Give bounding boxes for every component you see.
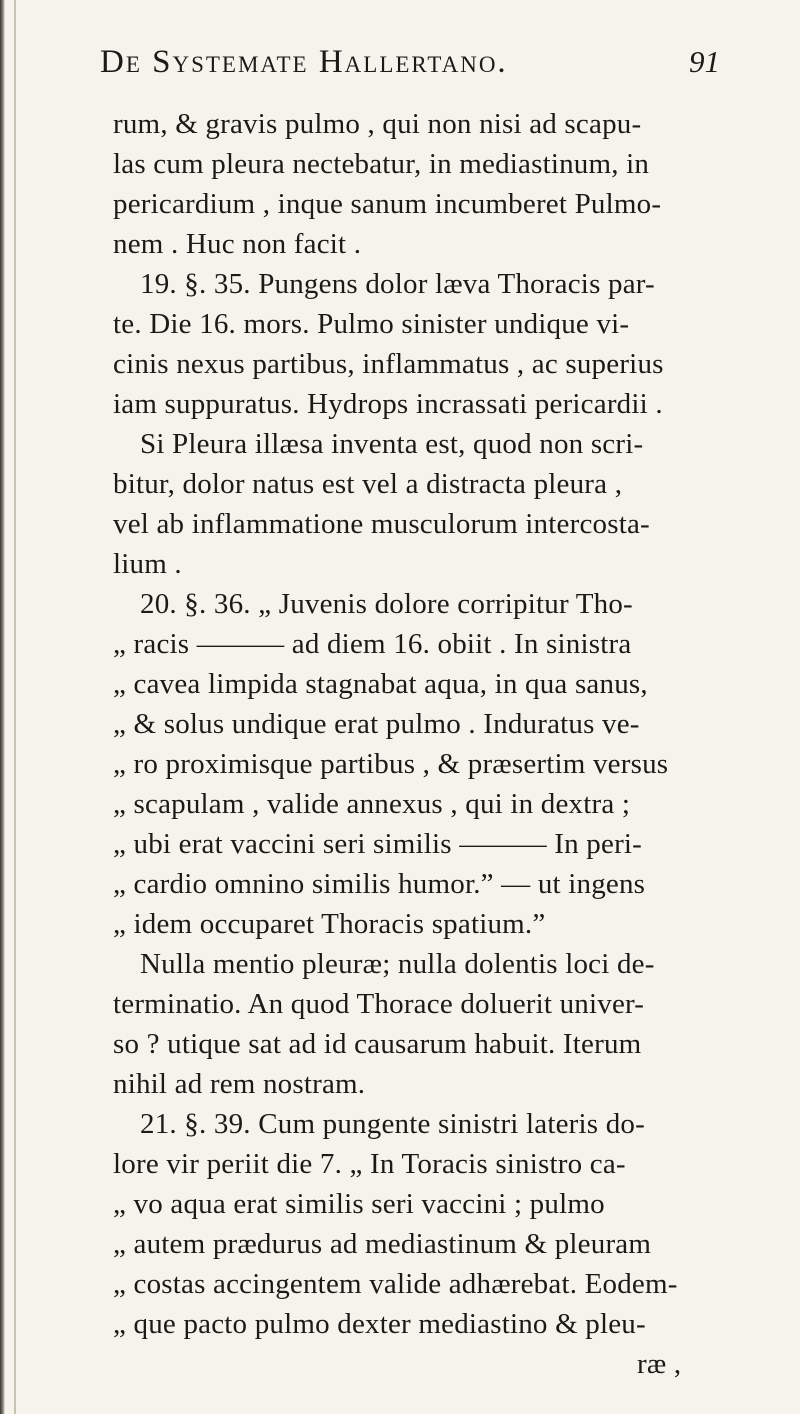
running-title: De Systemate Hallertano. <box>100 44 508 80</box>
text-line: „ ro proximisque partibus , & præsertim versus <box>113 748 669 780</box>
text-line: 21. §. 39. Cum pungente sinistri lateris do- <box>140 1108 645 1140</box>
text-line: las cum pleura nectebatur, in mediastinum, in <box>113 148 650 180</box>
text-line: 19. §. 35. Pungens dolor læva Thoracis par- <box>140 268 655 300</box>
text-line: lium . <box>113 548 182 580</box>
running-header <box>100 44 720 96</box>
page-edge <box>14 0 16 1414</box>
text-line: pericardium , inque sanum incumberet Pulmo- <box>113 188 662 220</box>
text-line: „ cavea limpida stagnabat aqua, in qua sanus, <box>113 668 648 700</box>
text-line: „ idem occuparet Thoracis spatium.” <box>113 908 546 940</box>
catchword: ræ , <box>637 1348 682 1380</box>
text-line: cinis nexus partibus, inflammatus , ac superius <box>113 348 664 380</box>
text-line: Si Pleura illæsa inventa est, quod non scri- <box>140 428 644 460</box>
text-line: lore vir periit die 7. „ In Toracis sinistro ca- <box>113 1148 626 1180</box>
text-line: „ scapulam , valide annexus , qui in dextra ; <box>113 788 631 820</box>
text-line: „ que pacto pulmo dexter mediastino & pleu- <box>113 1308 646 1340</box>
text-line: 20. §. 36. „ Juvenis dolore corripitur Tho- <box>140 588 633 620</box>
text-line: so ? utique sat ad id causarum habuit. Iterum <box>113 1028 642 1060</box>
text-line: iam suppuratus. Hydrops incrassati pericardii . <box>113 388 663 420</box>
text-line: nem . Huc non facit . <box>113 228 362 260</box>
page-number: 91 <box>689 44 720 79</box>
text-line: „ racis ——— ad diem 16. obiit . In sinistra <box>113 628 632 660</box>
text-line: terminatio. An quod Thorace doluerit univer- <box>113 988 645 1020</box>
text-line: bitur, dolor natus est vel a distracta pleura , <box>113 468 623 500</box>
text-line: „ ubi erat vaccini seri similis ——— In peri- <box>113 828 643 860</box>
text-line: „ costas accingentem valide adhærebat. Eodem- <box>113 1268 678 1300</box>
text-line: „ autem prædurus ad mediastinum & pleuram <box>113 1228 652 1260</box>
text-line: „ vo aqua erat similis seri vaccini ; pulmo <box>113 1188 605 1220</box>
text-line: vel ab inflammatione musculorum intercosta- <box>113 508 650 540</box>
text-line: rum, & gravis pulmo , qui non nisi ad scapu- <box>113 108 642 140</box>
text-line: nihil ad rem nostram. <box>113 1068 366 1100</box>
page-gutter <box>0 0 5 1414</box>
text-line: „ cardio omnino similis humor.” — ut ingens <box>113 868 646 900</box>
text-line: „ & solus undique erat pulmo . Induratus ve- <box>113 708 640 740</box>
text-line: te. Die 16. mors. Pulmo sinister undique vi- <box>113 308 630 340</box>
text-line: Nulla mentio pleuræ; nulla dolentis loci de- <box>140 948 655 980</box>
